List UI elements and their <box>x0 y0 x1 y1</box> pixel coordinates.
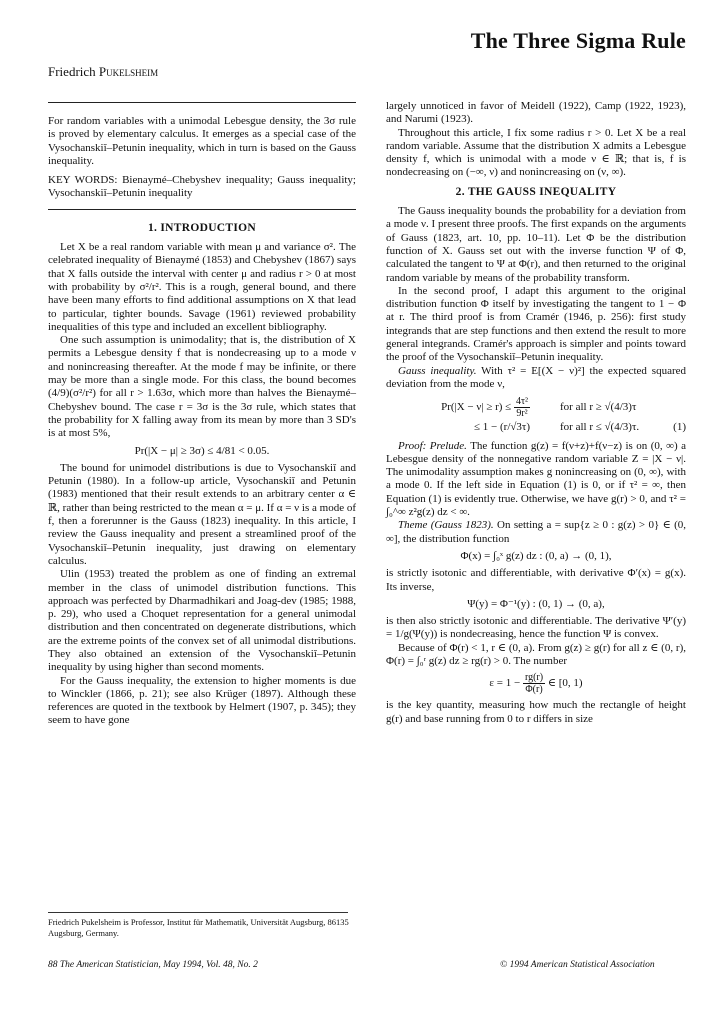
right-paragraph-1: Throughout this article, I fix some radius r > 0. Let X be a real random variable. Assume that the distribution X admits a Lebesgue density f, which is unimodal with a mode ν ∈ ℝ; that is, f is nondecreasing on (−∞, ν) and nonincreasing on (ν, ∞). <box>386 126 686 179</box>
eq1-numerator: 4τ² <box>515 396 528 408</box>
intro-paragraph-1: Let X be a real random variable with mean μ and variance σ². The celebrated inequality of Bienaymé (1853) and Chebyshev (1867) says that X falls outside the interval with center μ and radius r > 0 at most with probability by σ²/r². This is a rough, general bound, and there have been many efforts to find additional assumptions on X that lead to particular, tighter bounds. Savage (1961) reviewed probability inequalities of this type and included an excellent bibliography. <box>48 241 356 333</box>
eq1-line-2: ≤ 1 − (r/√3τ) <box>474 421 530 434</box>
intro-paragraph-2: One such assumption is unimodality; that is, the distribution of X permits a Lebesgue density f that is nondecreasing up to a mode ν and nonincreasing thereafter. At the mode f may be infinite, or there may be more than a single mode. For this class, the bound becomes (4/9)(σ²/r²) for all r > 1.63σ, which more than halves the Bienaymé–Chebyshev bound. The case r = 3σ is the 3σ rule, which states that the probability for X falling away from its mean by more than 3 SD's is at most 5%, <box>48 334 356 440</box>
eq1-condition-2: for all r ≤ √(4/3)τ. <box>560 421 640 434</box>
footer-copyright: © 1994 American Statistical Association <box>500 960 655 970</box>
right-paragraph-4: is strictly isotonic and differentiable, with derivative Φ′(x) = g(x). Its inverse, <box>386 567 686 593</box>
right-paragraph-5: is then also strictly isotonic and differentiable. The derivative Ψ′(y) = 1/g(Ψ(y)) is nondecreasing, hence the function Ψ is convex. <box>386 615 686 641</box>
proof-prelude <box>386 440 686 520</box>
three-sigma-equation: Pr(|X − μ| ≥ 3σ) ≤ 4/81 < 0.05. <box>134 444 270 457</box>
right-column <box>386 100 686 726</box>
author-name <box>48 64 158 80</box>
theme-label: Theme (Gauss 1823). <box>398 519 494 532</box>
theme-paragraph <box>386 519 686 546</box>
gauss-inequality-label: Gauss inequality. <box>398 364 477 377</box>
eq1-condition-1: for all r ≥ √(4/3)τ <box>560 401 637 414</box>
epsilon-equation <box>386 672 686 695</box>
footnote-rule <box>48 912 348 913</box>
abstract <box>48 115 356 201</box>
eq4-numerator: rg(r) <box>524 672 544 684</box>
footer-journal: 88 The American Statistician, May 1994, Vol. 48, No. 2 <box>48 960 258 970</box>
theme-text: On setting a = sup{z ≥ 0 : g(z) > 0} ∈ (0, ∞], the distribution function <box>386 519 686 545</box>
proof-prelude-label: Proof: Prelude. <box>398 439 467 452</box>
abstract-bottom-rule <box>48 209 356 210</box>
eq4-lhs: ε = 1 − <box>489 677 521 690</box>
intro-paragraph-3: The bound for unimodel distributions is due to Vysochanskiĭ and Petunin (1980). In a follow-up article, Vysochanskiĭ and Petunin (1983) mentioned that their result extends to an arbitrary center α ∈ ℝ, rather than being restricted to the mean α = μ. If α = ν is a mode of f, then a forerunner is the Gauss (1823) inequality. In this article, I review the Gauss inequality and present a streamlined proof of the Vysochanskiĭ–Petunin inequality, just drawing on elementary calculus. <box>48 461 356 567</box>
section-heading-introduction: 1. INTRODUCTION <box>147 221 256 234</box>
eq4-rhs: ∈ [0, 1) <box>547 677 583 690</box>
left-column <box>48 94 356 728</box>
distribution-function-equation: Φ(x) = ∫₀ˣ g(z) dz : (0, a) → (0, 1), <box>460 549 612 562</box>
section-heading-gauss: 2. THE GAUSS INEQUALITY <box>455 185 617 198</box>
proof-prelude-text: The function g(z) = f(ν+z)+f(ν−z) is on (0, ∞) a Lebesgue density of the nonnegative random variable Z = |X − ν|. The unimodality assumption makes g nonincreasing on (0, ∞), with a mode 0. If the left side in Equation (1) is 0, or if τ² = ∞, then Equation (1) is evidently true. Otherwise, we have g(r) > 0, and τ² = ∫₀^∞ z²g(z) dz < ∞. <box>386 439 686 519</box>
eq4-denominator: Φ(r) <box>525 684 543 696</box>
right-paragraph-7: is the key quantity, measuring how much the rectangle of height g(r) and base running from 0 to r differs in size <box>386 699 686 725</box>
eq1-denominator: 9r² <box>516 408 528 420</box>
intro-paragraph-5: For the Gauss inequality, the extension to higher moments is due to Winckler (1866, p. 21); see also Krüger (1897). Although these references are quoted in the textbook by Helmert (1907, p. 345); they seem to have gone <box>48 674 356 727</box>
right-paragraph-0: largely unnoticed in favor of Meidell (1922), Camp (1922, 1923), and Narumi (1923). <box>386 100 686 126</box>
keywords: KEY WORDS: Bienaymé–Chebyshev inequality; Gauss inequality; Vysochanskiĭ–Petunin inequality <box>48 174 356 200</box>
abstract-top-rule <box>48 102 356 103</box>
gauss-inequality-text: With τ² = E[(X − ν)²] the expected squared deviation from the mode ν, <box>386 364 686 390</box>
inverse-function-equation: Ψ(y) = Φ⁻¹(y) : (0, 1) → (0, a), <box>467 597 605 610</box>
footnote <box>48 912 356 938</box>
gauss-inequality-statement <box>386 365 686 392</box>
author-last-name: Pukelsheim <box>98 64 159 79</box>
eq1-lhs: Pr(|X − ν| ≥ r) ≤ <box>441 401 512 414</box>
gauss-inequality-equation <box>386 395 686 435</box>
eq4-fraction <box>523 672 545 695</box>
gauss-paragraph-2: In the second proof, I adapt this argument to the original distribution function Φ itself by investigating the tangent to 1 − Φ at r. The third proof is from Cramér (1946, p. 256): first study integrands that are step functions and then extend the result to more general integrands. Cramér's approach is simpler and points toward the proof of the Vysochanskiĭ–Petunin inequality. <box>386 284 686 364</box>
eq1-fraction <box>514 396 530 419</box>
eq1-number: (1) <box>673 421 686 434</box>
gauss-paragraph-1: The Gauss inequality bounds the probability for a deviation from a mode ν. I present three proofs. The first expands on the arguments of Gauss (1823, art. 10, pp. 10–11). Let Φ be the distribution function of X. Gauss set out with the inverse function Ψ of Φ, calculated the tangent to Ψ at Φ(r), and then returned to the original random variable by means of the probability transform. <box>386 205 686 284</box>
author-first-name: Friedrich <box>48 64 96 79</box>
article-title: The Three Sigma Rule <box>470 28 686 53</box>
abstract-text: For random variables with a unimodal Lebesgue density, the 3σ rule is proved by elementary calculus. It emerges as a special case of the Vysochanskiĭ–Petunin inequality, which in turn is based on the Gauss inequality. <box>48 115 356 167</box>
footnote-text: Friedrich Pukelsheim is Professor, Institut für Mathematik, Universität Augsburg, 86135 Augsburg, Germany. <box>48 917 349 938</box>
right-paragraph-6: Because of Φ(r) < 1, r ∈ (0, a). From g(z) ≥ g(r) for all z ∈ (0, r), Φ(r) = ∫₀ʳ g(z) dz ≥ rg(r) > 0. The number <box>386 641 686 667</box>
intro-paragraph-4: Ulin (1953) treated the problem as one of finding an extremal member in the class of unimodel distribution functions. This approach was perfected by Dharmadhikari and Joag-dev (1985; 1988, p. 29), who used a Choquet representation for a general unimodal distribution and then concentrated on degenerate distributions, which are the extreme points of the convex set of all unimodal distributions. They also obtained an extension of the Vysochanskiĭ–Petunin inequality by using higher than second moments. <box>48 568 356 674</box>
